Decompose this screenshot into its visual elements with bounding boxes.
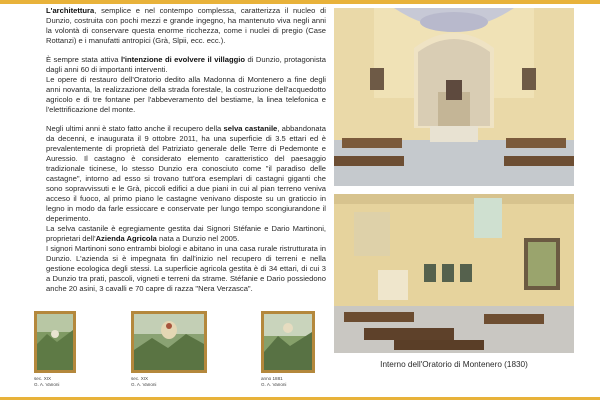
bold-architettura: L'architettura bbox=[46, 6, 95, 15]
paragraph-selva-castanile: Negli ultimi anni è stato fatto anche il recupero della selva castanile, abbandonata da decenni, e inaugurata il 9 ottobre 2011, ha una superficie di 3.5 ettari ed è prevalentemente di proprietà del Patriziato generale delle Terre di Pedemonte e Auressio. Il castagno è considerato elemento caratteristico del paesaggio tradizionale ticinese, lo stesso Dunzio era conosciuto come "il paradiso delle castagne", intorno ad esso si trovano tutt'ora esemplari di castagni giganti che sono sopravvissuti e le Grà, piccoli edifici a due piani in cui al pian terreno veniva acceso il fuoco, al primo piano le castagne venivano disposte su un graticcio in legno in modo da farle essiccare e conservate per lungo tempo scongiurandone il deperimento. La selva castanile è egregiamente gestita dai Signori Stéfanie e Dario Martinoni, proprietari dell'Azienda Agricola nata a Dunzio nel 2005. I signori Martinoni sono entrambi biologi e abitano in una casa rurale ristrutturata in Dunzio. L'azienda si è impegnata fin dall'inizio nel recupero di terreni e nella gestione ecologica degli stessi. La superficie agricola gestita è di 34 ettari, di cui 3 a Dunzio tra prati, pascoli, vigneti e terreni da strame. Stéfanie e Dario possiedono anche 20 asini, 3 cavalli e 70 capre di razza "Nera Verzasca". bbox=[46, 124, 326, 293]
oratorio-interior-photo-altar bbox=[334, 8, 574, 186]
paintings-row bbox=[34, 311, 324, 395]
painting-2-caption: sec. XIX G. A. Vanoni bbox=[131, 376, 157, 387]
paragraph-village-evolution: È sempre stata attiva l'intenzione di evolvere il villaggio di Dunzio, protagonista dagli anni 60 di importanti interventi. Le opere di restauro dell'Oratorio dedito alla Madonna di Montenero a fine degli anni novanta, la realizzazione della strada forestale, la costruzione dell'acquedotto agricolo e di tre fontane per l'abbeveramento del bestiame, la linea telefonica e l'elettrificazione del monte. bbox=[46, 55, 326, 114]
landscape-painting-icon bbox=[37, 314, 73, 370]
church-altar-photo bbox=[334, 8, 574, 186]
painting-2 bbox=[131, 311, 207, 388]
painting-3-frame bbox=[261, 311, 315, 373]
painting-2-frame bbox=[131, 311, 207, 373]
madonna-landscape-painting-icon bbox=[134, 314, 204, 370]
bold-selva-castanile: selva castanile bbox=[223, 124, 278, 133]
painting-3 bbox=[261, 311, 315, 388]
oratorio-interior-photo-hall bbox=[334, 194, 574, 353]
painting-3-caption: anno 1881 G. A. Vanoni bbox=[261, 376, 287, 387]
photo-caption: Interno dell'Oratorio di Montenero (1830) bbox=[380, 360, 528, 369]
bold-azienda-agricola: Azienda Agricola bbox=[95, 234, 157, 243]
church-hall-photo bbox=[334, 194, 574, 353]
mountain-painting-icon bbox=[264, 314, 312, 370]
bold-intenzione: l'intenzione di evolvere il villaggio bbox=[120, 55, 246, 64]
paragraph-architecture: L'architettura, semplice e nel contempo complessa, caratterizza il nucleo di Dunzio, costruita con pochi mezzi e grande ingegno, ha mantenuto viva negli anni la volontà di conservare questa enorme ricchezza, come i nuclei di pregio (Case Rottanzi) e i manufatti antropici (Grà, Slpii, ecc. ecc.). bbox=[46, 6, 326, 45]
article-text bbox=[46, 6, 326, 303]
top-border bbox=[0, 0, 600, 4]
painting-1 bbox=[34, 311, 76, 388]
painting-1-frame bbox=[34, 311, 76, 373]
painting-1-caption: sec. XIX G. A. Vanoni bbox=[34, 376, 60, 387]
